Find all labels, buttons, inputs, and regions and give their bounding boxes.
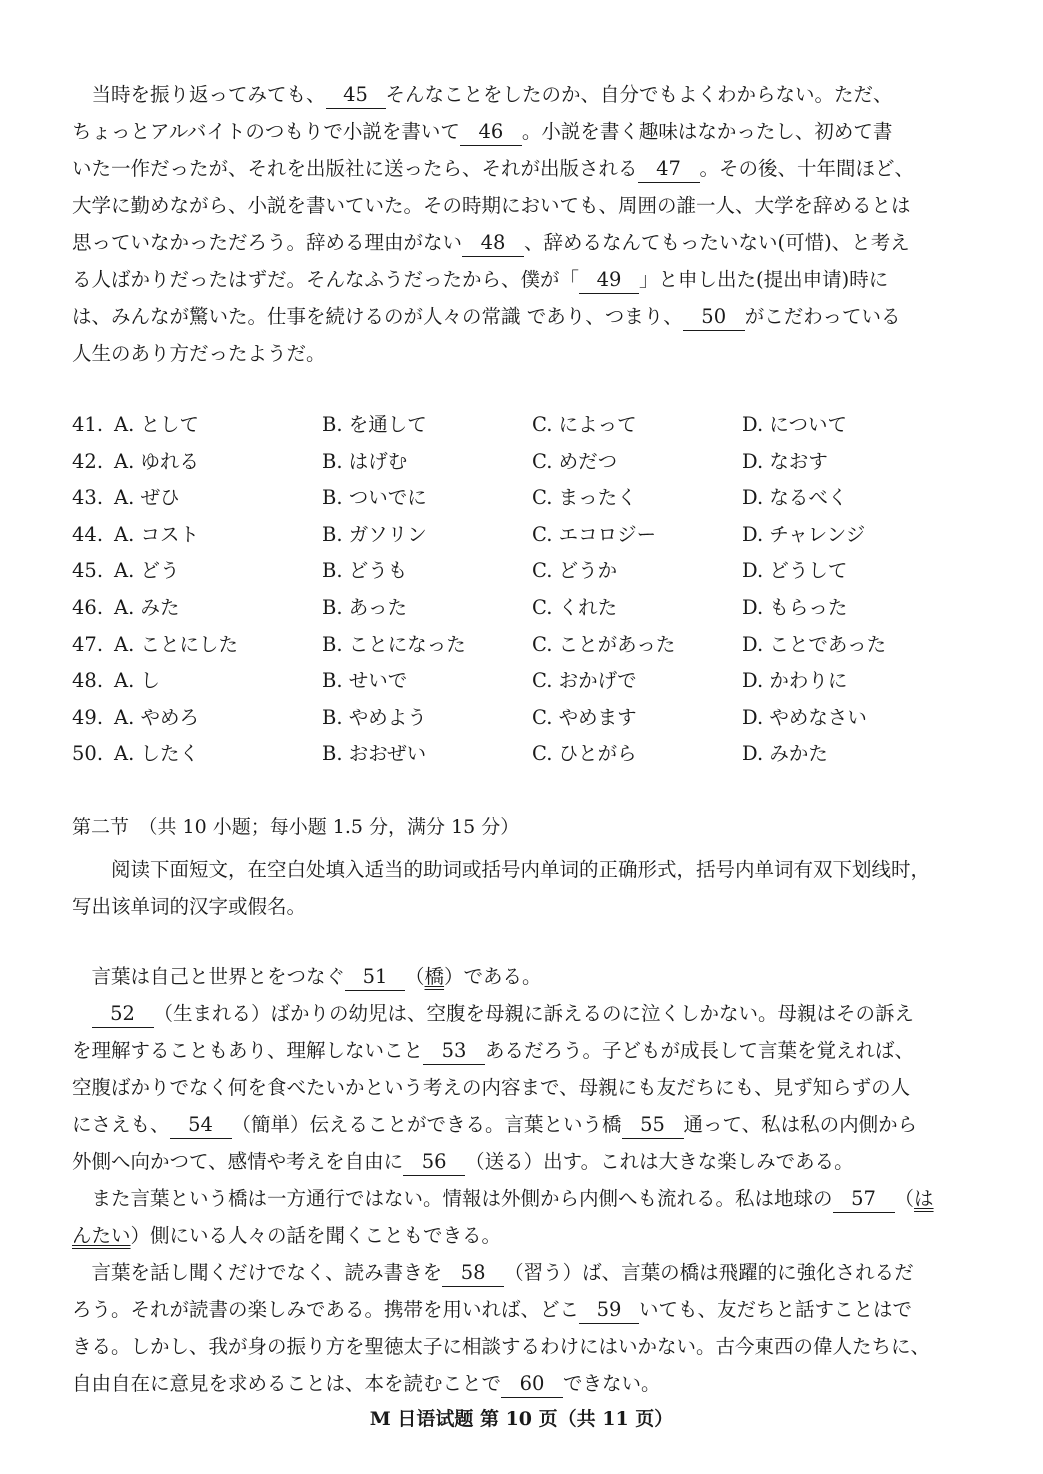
blank-55: 55 [622,1112,684,1139]
passage-2-line: また言葉という橋は一方通行ではない。情報は外側から内側へも流れる。私は地球の 57 （は [72,1180,977,1217]
option-row [72,553,972,590]
option-d: D. について [742,413,847,436]
options-list [72,407,972,773]
option-a: A. として [114,413,199,436]
option-a: A. ゆれる [114,449,199,473]
option-a: A. やめろ [114,705,199,729]
blank-60: 60 [501,1371,563,1398]
question-number: 47. [72,632,104,656]
option-row [72,627,972,664]
passage-1-line: いた一作だったが、それを出版社に送ったら、それが出版される 47 。その後、十年間ほど、 [72,150,977,187]
blank-54: 54 [170,1112,232,1139]
double-underlined-word: んたい [72,1224,131,1247]
option-a: A. したく [114,742,199,766]
option-b: B. どうも [322,559,408,583]
option-row [72,444,972,481]
option-b: B. はげむ [322,449,408,473]
blank-46: 46 [460,119,522,146]
option-c: C. ことがあった [532,632,676,656]
blank-59: 59 [579,1297,639,1324]
option-c: C. どうか [532,559,618,583]
option-row [72,480,972,517]
option-a: A. コスト [114,522,199,546]
option-a: A. ぜひ [114,486,180,510]
passage-1-line: 思っていなかっただろう。辞める理由がない 48 、辞めるなんてもったいない(可惜)、と考え [72,224,977,261]
option-c: C. やめます [532,705,637,729]
option-d: D. どうして [742,559,848,583]
blank-53: 53 [423,1038,485,1065]
blank-47: 47 [638,156,700,183]
option-a: A. みた [114,595,180,619]
section-2-title: 第二节 （共 10 小题；每小题 1.5 分，满分 15 分） [72,816,520,838]
option-c: C. くれた [532,595,618,619]
option-b: B. あった [322,595,408,619]
passage-1-line: 大学に勤めながら、小説を書いていた。その時期においても、周囲の誰一人、大学を辞めるとは [72,194,911,217]
passage-2-line: 空腹ばかりでなく何を食べたいかという考えの内容まで、母親にも友だちにも、見ず知らずの人 [72,1076,911,1099]
option-b: B. やめよう [322,705,427,729]
blank-58: 58 [442,1260,504,1287]
option-a: A. し [114,669,160,693]
question-number: 45. [72,559,104,583]
blank-49: 49 [579,267,639,294]
option-row [72,700,972,737]
blank-57: 57 [833,1186,895,1213]
passage-1-line: ちょっとアルバイトのつもりで小説を書いて 46 。小説を書く趣味はなかったし、初めて書 [72,113,977,150]
passage-2-line: 52 （生まれる）ばかりの幼児は、空腹を母親に訴えるのに泣くしかない。母親はその訴え [72,995,977,1032]
option-d: D. チャレンジ [742,522,866,546]
option-c: C. によって [532,413,637,436]
option-d: D. やめなさい [742,705,867,729]
question-number: 41. [72,413,104,436]
blank-52: 52 [92,1001,154,1028]
passage-1-line: る人ばかりだったはずだ。そんなふうだったから、僕が「 49 」と申し出た(提出申请)時に [72,261,977,298]
blank-50: 50 [683,304,745,331]
question-number: 50. [72,742,104,766]
passage-1-line: 人生のあり方だったようだ。 [72,342,326,365]
page-footer: M 日语试题 第 10 页（共 11 页） [369,1408,674,1430]
option-c: C. ひとがら [532,742,637,766]
blank-45: 45 [326,82,386,109]
option-b: B. おおぜい [322,742,427,766]
passage-1-line: 当時を振り返ってみても、 45 そんなことをしたのか、自分でもよくわからない。ただ、 [72,76,977,113]
option-c: C. まったく [532,486,637,510]
passage-2-line: を理解することもあり、理解しないこと 53 あるだろう。子どもが成長して言葉を覚えれば、 [72,1032,977,1069]
passage-1 [72,76,977,372]
question-number: 49. [72,705,104,729]
option-row [72,407,972,444]
option-b: B. ことになった [322,632,466,656]
option-b: B. を通して [322,413,427,436]
blank-56: 56 [403,1149,465,1176]
option-d: D. なるべく [742,486,848,510]
passage-2-line: 自由自在に意見を求めることは、本を読むことで 60 できない。 [72,1365,977,1402]
option-d: D. かわりに [742,669,848,693]
option-c: C. おかげで [532,669,637,693]
passage-2-line: 言葉を話し聞くだけでなく、読み書きを 58 （習う）ば、言葉の橋は飛躍的に強化されるだ [72,1254,977,1291]
passage-2 [72,958,977,1402]
option-d: D. なおす [742,449,828,473]
blank-48: 48 [462,230,524,257]
option-c: C. めだつ [532,449,618,473]
passage-2-line: 外側へ向かつて、感情や考えを自由に 56 （送る）出す。これは大きな楽しみである。 [72,1143,977,1180]
question-number: 43. [72,486,104,510]
passage-2-line: にさえも、 54 （簡単）伝えることができる。言葉という橋 55 通って、私は私の内側から [72,1106,977,1143]
section-2-instructions [72,851,977,925]
instruction-line: 写出该单词的汉字或假名。 [72,895,307,918]
option-d: D. もらった [742,595,848,619]
question-number: 44. [72,522,104,546]
option-d: D. ことであった [742,632,887,656]
question-number: 46. [72,595,104,619]
passage-2-line: ろう。それが読書の楽しみである。携帯を用いれば、どこ 59 いても、友だちと話すことはで [72,1291,977,1328]
option-row [72,517,972,554]
option-row [72,590,972,627]
instruction-line: 阅读下面短文，在空白处填入适当的助词或括号内单词的正确形式，括号内单词有双下划线时， [72,858,931,881]
option-c: C. エコロジー [532,522,657,546]
passage-2-line: んたい）側にいる人々の話を聞くこともできる。 [72,1224,502,1247]
double-underlined-word: 橋 [424,965,445,988]
option-b: B. せいで [322,669,408,693]
option-d: D. みかた [742,742,828,766]
double-underlined-word: は [914,1187,934,1210]
option-row [72,663,972,700]
option-b: B. ガソリン [322,522,427,546]
blank-51: 51 [345,964,405,991]
question-number: 42. [72,449,104,473]
question-number: 48. [72,669,104,693]
passage-2-line: きる。しかし、我が身の振り方を聖徳太子に相談するわけにはいかない。古今東西の偉人たちに、 [72,1335,931,1358]
option-a: A. ことにした [114,632,238,656]
passage-1-line: は、みんなが驚いた。仕事を続けるのが人々の常識 であり、つまり、 50 がこだわっている [72,298,977,335]
option-a: A. どう [114,559,180,583]
passage-2-line: 言葉は自己と世界とをつなぐ 51 （橋）である。 [72,958,977,995]
option-row [72,736,972,773]
option-b: B. ついでに [322,486,427,510]
